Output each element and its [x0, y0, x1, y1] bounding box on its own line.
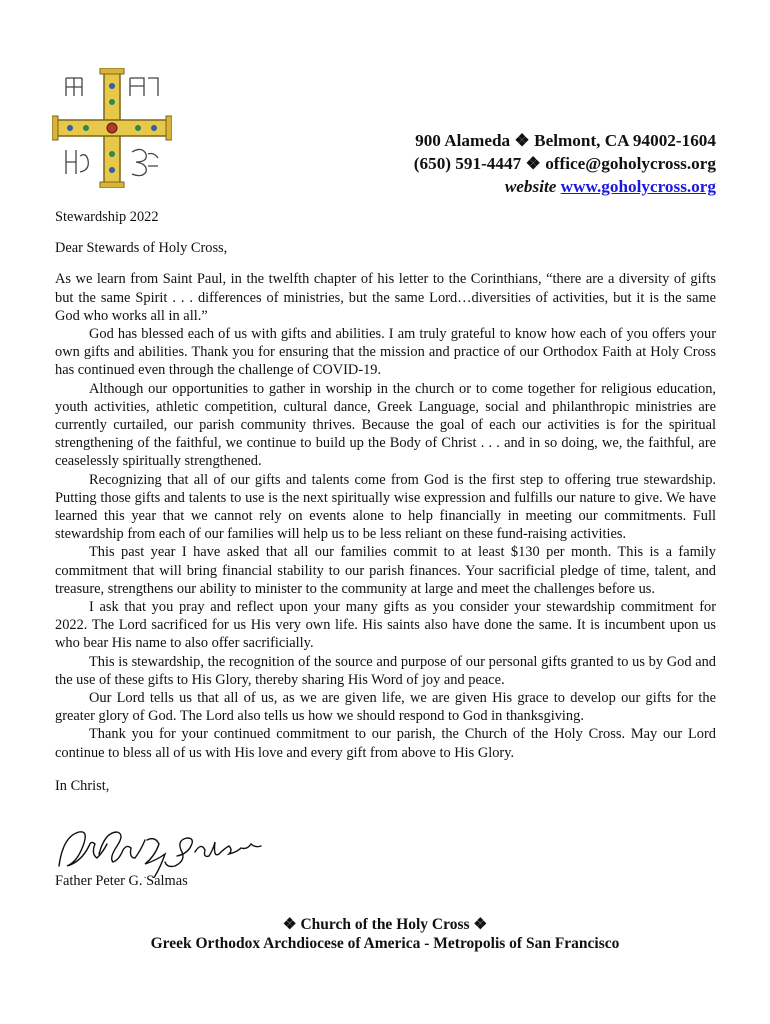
- salutation: Dear Stewards of Holy Cross,: [55, 240, 228, 257]
- website-label: website: [504, 177, 557, 196]
- letter-footer: [0, 915, 770, 953]
- footer-archdiocese: Greek Orthodox Archdiocese of America - Metropolis of San Francisco: [150, 935, 620, 952]
- handwritten-signature: [55, 826, 275, 878]
- footer-church-name: ❖ Church of the Holy Cross ❖: [282, 916, 488, 933]
- paragraph: I ask that you pray and reflect upon your many gifts as you consider your stewardship commitment for 2022. The Lord sacrificed for us His very own life. His saints also have done the same. It is incumbent upon us who bear His name to also offer sacrificially.: [55, 599, 716, 652]
- address-line: 900 Alameda ❖ Belmont, CA 94002-1604: [415, 131, 716, 150]
- closing: In Christ,: [55, 777, 110, 794]
- signer-name: Father Peter G. Salmas: [55, 873, 188, 889]
- paragraph: This is stewardship, the recognition of the source and purpose of our personal gifts granted to us by God and the use of these gifts to His Glory, thereby sharing His Word of joy and peace.: [55, 653, 716, 688]
- paragraph: Recognizing that all of our gifts and talents come from God is the first step to offering true stewardship. Putting those gifts and talents to use is the next spiritually wise expression and fulfills our nature to give. We have learned this year that we cannot rely on events alone to help financially in meeting our commitments. Full stewardship from each of our families will help us to be less reliant on these fund-raising activities.: [55, 471, 716, 543]
- paragraph: God has blessed each of us with gifts and abilities. I am truly grateful to know how each of you offers your own gifts and abilities. Thank you for ensuring that the mission and practice of our Orthodox Faith at Holy Cross has continued even through the challenge of COVID-19.: [55, 326, 716, 379]
- letterhead-address: [300, 129, 716, 198]
- paragraph: As we learn from Saint Paul, in the twelfth chapter of his letter to the Corinthians, “there are a diversity of gifts but the same Spirit . . . differences of ministries, but the same Lord…diversities of activities, but it is the same God who works all in all.”: [55, 271, 716, 324]
- paragraph: Our Lord tells us that all of us, as we are given life, we are given His grace to develop our gifts for the greater glory of God. The Lord also tells us how we should respond to God in thanksgiving.: [55, 690, 716, 725]
- paragraph: Thank you for your continued commitment to our parish, the Church of the Holy Cross. May our Lord continue to bless all of us with His love and every gift from above to His Glory.: [55, 726, 716, 761]
- letter-body: [55, 208, 716, 795]
- contact-line: (650) 591-4447 ❖ office@goholycross.org: [413, 154, 716, 173]
- paragraph: This past year I have asked that all our families commit to at least $130 per month. This is a family commitment that will bring financial stability to our parish finances. Your sacrificial pledge of time, talent, and treasure, strengthens our ability to minister to the community at large and meet the challenges before us.: [55, 544, 716, 597]
- paragraph: Although our opportunities to gather in worship in the church or to come together for religious education, youth activities, athletic competition, cultural dance, Greek Language, social and philanthropic ministries are currently curtailed, our parish community thrives. Because the goal of each our activities is for the spiritual strengthening of the faithful, we continue to build up the Body of Christ . . . and in so doing, we, the faithful, are ceaselessly spiritually strengthened.: [55, 380, 716, 470]
- cross-icon: [52, 68, 172, 188]
- website-line: [300, 175, 716, 198]
- holy-cross-logo: [52, 68, 172, 188]
- letter-title: Stewardship 2022: [55, 209, 159, 225]
- website-link[interactable]: www.goholycross.org: [560, 177, 716, 196]
